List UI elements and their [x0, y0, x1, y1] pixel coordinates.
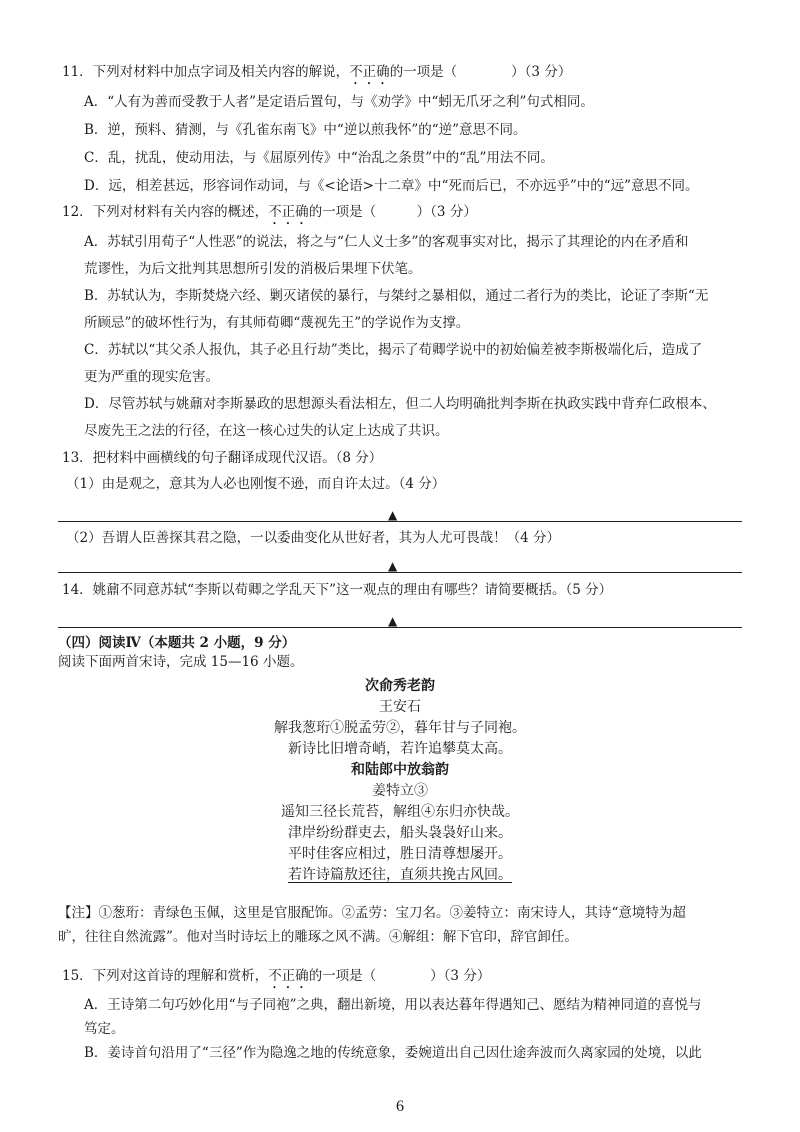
- poem2-line: 平时佳客应相过，胜日清尊想屡开。: [288, 846, 512, 862]
- q12-option-b-line1: B．苏轼认为，李斯焚烧六经、剿灭诸侯的暴行，与桀纣之暴相似，通过二者行为的类比，论证了李斯“无: [84, 288, 709, 304]
- poem-notes-line2: 旷，往往自然流露”。他对当时诗坛上的雕琢之风不满。④解组：解下官印，辞官卸任。: [58, 929, 578, 945]
- q13-stem: 13．把材料中画横线的句子翻译成现代汉语。（8 分）: [62, 450, 383, 466]
- answer-line: [58, 521, 742, 522]
- answer-marker-icon: ▲: [388, 508, 398, 522]
- q13-part2: （2）吾谓人臣善探其君之隐，一以委曲变化从世好者，其为人尤可畏哉！（4 分）: [66, 530, 560, 546]
- q12-option-a-line1: A．苏轼引用荀子“人性恶”的说法，将之与“仁人义士多”的客观事实对比，揭示了其理论的内在矛盾和: [84, 234, 689, 250]
- emphasis-dots: 不正确: [268, 968, 309, 984]
- section-intro: 阅读下面两首宋诗，完成 15—16 小题。: [58, 654, 304, 670]
- answer-line: [58, 572, 742, 573]
- q15-option-b-line1: B．姜诗首句沿用了“三径”作为隐逸之地的传统意象，委婉道出自己因仕途奔波而久离家园的处境，以此: [84, 1045, 702, 1061]
- poem2-line: 津岸纷纷群吏去，船头袅袅好山来。: [288, 825, 512, 841]
- poem2-author: 姜特立③: [372, 783, 428, 799]
- poem-notes-line1: 【注】①葱珩：青绿色玉佩，这里是官服配饰。②孟劳：宝刀名。③姜特立：南宋诗人，其诗“意境特为超: [58, 905, 686, 921]
- q12-option-c-line2: 更为严重的现实危害。: [84, 369, 219, 385]
- page-number: 6: [396, 1098, 404, 1115]
- section-heading: （四）阅读Ⅳ（本题共 2 小题，9 分）: [58, 635, 296, 651]
- answer-line: [58, 627, 742, 628]
- poem2-underlined-line: 若许诗篇敖还往，直须共挽古风回。: [288, 867, 512, 883]
- poem1-title: 次俞秀老韵: [365, 678, 435, 694]
- q11-option-a: A．“人有为善而受教于人者”是定语后置句，与《劝学》中“蚓无爪牙之利”句式相同。: [84, 94, 594, 110]
- q13-part1: （1）由是观之，意其为人必也刚愎不逊，而自许太过。（4 分）: [66, 476, 446, 492]
- q12-option-b-line2: 所顾忌”的破坏性行为，有其师荀卿“蔑视先王”的学说作为支撑。: [84, 315, 470, 331]
- q11-option-c: C．乱，扰乱，使动用法，与《屈原列传》中“治乱之条贯”中的“乱”用法不同。: [84, 150, 554, 166]
- q12-option-c-line1: C．苏轼以“其父杀人报仇，其子必且行劫”类比，揭示了荀卿学说中的初始偏差被李斯极端化后，造成了: [84, 342, 703, 358]
- q15-option-a-line1: A．王诗第二句巧妙化用“与子同袍”之典，翻出新境，用以表达暮年得遇知己、愿结为精神同道的喜悦与: [84, 997, 702, 1013]
- q15-option-a-line2: 笃定。: [84, 1021, 125, 1037]
- q12-option-d-line2: 尽废先王之法的行径，在这一核心过失的认定上达成了共识。: [84, 423, 449, 439]
- q11-stem: 11．下列对材料中加点字词及相关内容的解说，不正确的一项是（ ）（3 分）: [62, 64, 572, 80]
- q12-option-a-line2: 荒谬性，为后文批判其思想所引发的消极后果埋下伏笔。: [84, 261, 422, 277]
- poem2-title: 和陆郎中放翁韵: [351, 762, 449, 778]
- q12-stem: 12．下列对材料有关内容的概述，不正确的一项是（ ）（3 分）: [62, 204, 477, 220]
- answer-marker-icon: ▲: [388, 614, 398, 628]
- q11-option-d: D．远，相差甚远，形容词作动词，与《<论语>十二章》中“死而后已，不亦远乎”中的“远”意思不同。: [84, 178, 699, 194]
- q14-stem: 14．姚鼐不同意苏轼“李斯以荀卿之学乱天下”这一观点的理由有哪些？请简要概括。（5 分）: [62, 582, 613, 598]
- emphasis-dots: 不正确: [349, 64, 390, 80]
- poem1-author: 王安石: [379, 699, 421, 715]
- q15-stem: 15．下列对这首诗的理解和赏析，不正确的一项是（ ）（3 分）: [62, 968, 491, 984]
- poem1-line: 新诗比旧增奇峭，若许追攀莫太高。: [288, 741, 512, 757]
- answer-marker-icon: ▲: [388, 559, 398, 573]
- emphasis-dots: 不正确: [268, 204, 309, 220]
- poem2-line: 遥知三径长荒苔，解组④东归亦快哉。: [281, 804, 519, 820]
- q11-option-b: B．逆，预料、猜测，与《孔雀东南飞》中“逆以煎我怀”的“逆”意思不同。: [84, 122, 527, 138]
- q12-option-d-line1: D．尽管苏轼与姚鼐对李斯暴政的思想源头看法相左，但二人均明确批判李斯在执政实践中背弃仁政根本、: [84, 396, 716, 412]
- poem1-line: 解我葱珩①脱孟劳②，暮年甘与子同袍。: [274, 720, 526, 736]
